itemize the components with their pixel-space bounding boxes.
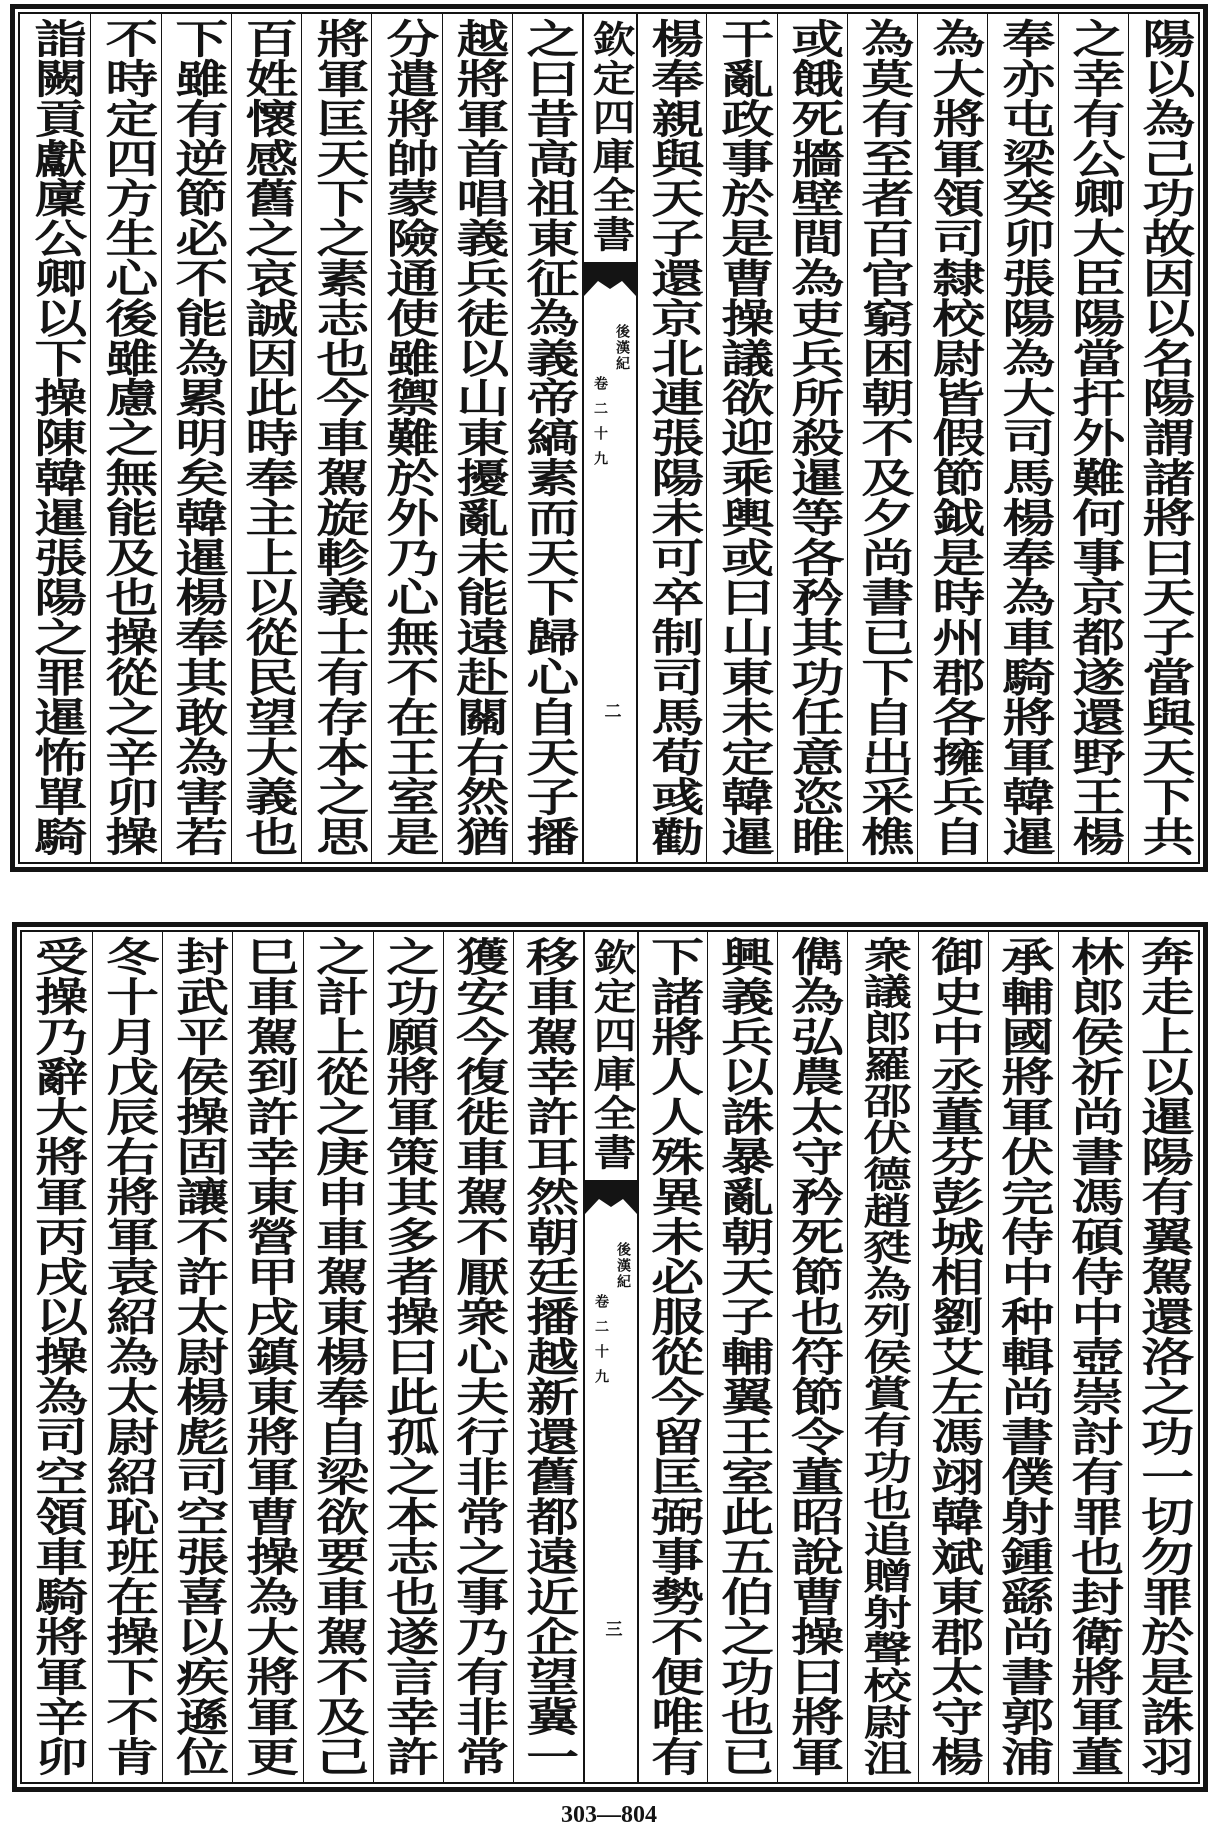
- column-text: 將軍匡天下之素志也今車駕旋軫義士有存本之思: [307, 18, 369, 856]
- text-column: [371, 14, 441, 862]
- center-banner: [582, 14, 636, 862]
- text-column: [90, 14, 160, 862]
- column-text: 儁為弘農太守矜死節也符節令董昭說曹操曰將軍: [782, 936, 845, 1776]
- text-column: [513, 932, 583, 1782]
- text-column: [231, 14, 301, 862]
- text-column: [636, 14, 706, 862]
- column-text: 奉亦屯梁癸卯張陽為大司馬楊奉為車騎將軍韓暹: [993, 18, 1055, 856]
- column-text: 百姓懷感舊之哀誠因此時奉主上以從民望大義也: [237, 18, 298, 856]
- text-column: [232, 932, 302, 1782]
- column-text: 封武平侯操固讓不許太尉楊彪司空張喜以疾遜位: [167, 936, 230, 1776]
- text-column: [442, 14, 512, 862]
- text-column: [512, 14, 582, 862]
- text-column: [161, 14, 231, 862]
- page-number: 二: [600, 702, 621, 719]
- page-number: 三: [601, 1620, 622, 1637]
- text-column: [918, 932, 988, 1782]
- column-text: 越將軍首唱義兵徒以山東擾亂未能遠赴關右然猶: [448, 18, 509, 856]
- column-text: 為莫有至者百官窮困朝不及夕尚書已下自出采樵: [853, 18, 914, 856]
- page-frame: [18, 12, 1200, 864]
- fish-tail-ornament: [585, 1180, 637, 1216]
- text-column: [917, 14, 987, 862]
- column-text: 興義兵以誅暴亂朝天子輔翼王室此五伯之功也已: [712, 936, 775, 1776]
- text-column: [706, 14, 776, 862]
- column-text: 干亂政事於是曹操議欲迎乘輿或曰山東未定韓暹: [712, 18, 774, 856]
- column-text: 不時定四方生心後雖慮之無能及也操從之辛卯操: [96, 18, 158, 856]
- column-text: 獲安今復徙車駕不厭衆心夫行非常之事乃有非常: [447, 936, 510, 1776]
- text-column: [1128, 932, 1198, 1782]
- banner-book-title: 後漢紀: [614, 324, 630, 372]
- text-column: [988, 932, 1058, 1782]
- page-block-lower: [12, 922, 1208, 1792]
- text-column: [987, 14, 1057, 862]
- column-text: 楊奉親與天子還京北連張陽未可卒制司馬荀彧勸: [643, 18, 704, 856]
- column-text: 林郎侯祈尚書馮碩侍中壺崇討有罪也封衛將軍董: [1062, 936, 1125, 1776]
- column-text: 受操乃辭大將軍丙戌以操為司空領車騎將軍辛卯: [26, 936, 89, 1776]
- text-column: [847, 932, 917, 1782]
- text-column: [707, 932, 777, 1782]
- text-column: [162, 932, 232, 1782]
- text-column: [777, 932, 847, 1782]
- text-column: [777, 14, 847, 862]
- column-text: 為大將軍領司隸校尉皆假節鉞是時州郡各擁兵自: [923, 18, 985, 856]
- text-column: [1058, 932, 1128, 1782]
- column-text: 之計上從之庚申車駕東楊奉自梁欲要車駕不及己: [307, 936, 370, 1776]
- column-text: 下雖有逆節必不能為累明矣韓暹楊奉其敢為害若: [167, 18, 228, 856]
- column-text: 或餓死牆壁間為吏兵所殺暹等各矜其功任意恣睢: [783, 18, 844, 856]
- text-column: [92, 932, 162, 1782]
- text-column: [303, 932, 373, 1782]
- column-text: 冬十月戊辰右將軍袁紹為太尉紹恥班在操下不肯: [97, 936, 160, 1776]
- text-column: [1058, 14, 1128, 862]
- banner-juan: 卷二十九: [592, 376, 608, 476]
- column-text: 詣闕貢獻廩公卿以下操陳韓暹張陽之罪暹怖單騎: [26, 18, 87, 856]
- column-text: 分遣將帥蒙險通使雖禦難於外乃心無不在王室是: [377, 18, 439, 856]
- text-column: [847, 14, 917, 862]
- banner-title: 欽定四庫全書: [586, 938, 637, 1172]
- column-text: 之曰昔高祖東征為義帝縞素而天下歸心自天子播: [518, 18, 579, 856]
- banner-book-title: 後漢紀: [615, 1242, 631, 1290]
- column-text: 陽以為己功故因以名陽謂諸將曰天子當與天下共: [1134, 18, 1195, 856]
- column-text: 奔走上以暹陽有翼駕還洛之功一切勿罪於是誅羽: [1133, 936, 1196, 1776]
- column-text: 下諸將人人殊異未必服從今留匡弼事勢不便唯有: [642, 936, 705, 1776]
- fish-tail-ornament: [584, 262, 636, 298]
- column-text: 移車駕幸許耳然朝廷播越新還舊都遠近企望冀一: [518, 936, 581, 1776]
- column-text: 衆議郎羅邵伏德趙甤為列侯賞有功也追贈射聲校尉沮: [855, 936, 913, 1776]
- page-block-upper: [10, 4, 1208, 872]
- text-column: [1128, 14, 1198, 862]
- page-footer-number: 303—804: [561, 1802, 657, 1828]
- column-text: 巳車駕到許幸東營甲戌鎮東將軍曹操為大將軍更: [237, 936, 300, 1776]
- banner-juan: 卷二十九: [593, 1294, 609, 1394]
- column-text: 之幸有公卿大臣陽當扞外難何事京都遂還野王楊: [1064, 18, 1125, 856]
- text-column: [22, 932, 92, 1782]
- center-banner: [583, 932, 637, 1782]
- text-column: [373, 932, 443, 1782]
- column-text: 御史中丞董芬彭城相劉艾左馮翊韓斌東郡太守楊: [922, 936, 985, 1776]
- text-column: [301, 14, 371, 862]
- page-frame: [20, 930, 1200, 1784]
- column-text: 承輔國將軍伏完侍中种輯尚書僕射鍾繇尚書郭浦: [992, 936, 1055, 1776]
- text-column: [20, 14, 90, 862]
- text-column: [637, 932, 707, 1782]
- banner-title: 欽定四庫全書: [585, 20, 636, 254]
- text-column: [443, 932, 513, 1782]
- column-text: 之功願將軍策其多者操曰此孤之本志也遂言幸許: [377, 936, 440, 1776]
